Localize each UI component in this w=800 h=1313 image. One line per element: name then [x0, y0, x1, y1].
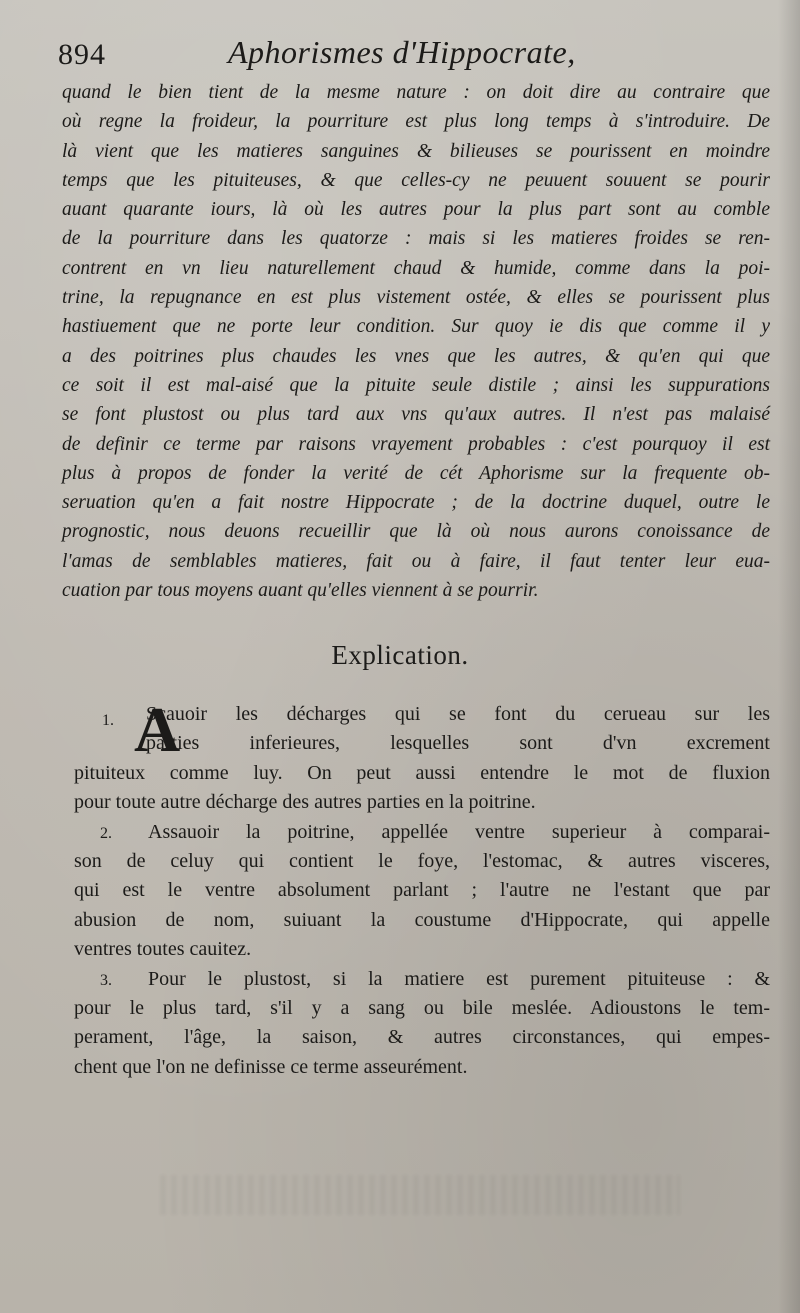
text-line: là vient que les matieres sanguines & bilieuses se pourissent en moindre	[62, 140, 770, 162]
note-1	[74, 694, 770, 818]
text-line: trine, la repugnance en est plus vistement ostée, & elles se pourissent plus	[62, 287, 770, 309]
note-line: pour le plus tard, s'il y a sang ou bile meslée. Adioustons le tem-	[74, 996, 770, 1019]
text-line: temps que les pituiteuses, & que celles-cy ne peuuent souuent se pourir	[62, 169, 770, 191]
note-number: 3.	[100, 971, 112, 989]
commentary-paragraph	[62, 78, 770, 605]
explanation-notes	[74, 694, 770, 1082]
note-3	[74, 965, 770, 1083]
page-header	[58, 34, 758, 78]
note-number: 1.	[102, 712, 114, 729]
drop-cap: A	[134, 694, 181, 765]
text-line: ce soit il est mal-aisé que la pituite seule distile ; ainsi les suppurations	[62, 374, 770, 396]
text-line: se font plustost ou plus tard aux vns qu'aux autres. Il n'est pas malaisé	[62, 404, 770, 426]
text-line: de la pourriture dans les quatorze : mais si les matieres froides se ren-	[62, 228, 770, 250]
note-text: Pour le plustost, si la matiere est purement pituiteuse : &	[148, 967, 770, 990]
note-line: son de celuy qui contient le foye, l'estomac, & autres visceres,	[74, 849, 770, 872]
note-line: abusion de nom, suiuant la coustume d'Hippocrate, qui appelle	[74, 908, 770, 931]
note-line: chent que l'on ne definisse ce terme asseurément.	[74, 1055, 468, 1078]
show-through-ink	[160, 1175, 680, 1215]
note-line	[74, 818, 770, 847]
note-line: Sçauoir les décharges qui se font du cerueau sur les	[146, 703, 770, 725]
text-line: quand le bien tient de la mesme nature : on doit dire au contraire que	[62, 82, 770, 103]
note-line: ventres toutes cauitez.	[74, 938, 252, 961]
note-line: pituiteux comme luy. On peut aussi entendre le mot de fluxion	[74, 761, 770, 784]
text-line: cuation par tous moyens auant qu'elles viennent à se pourrir.	[62, 580, 539, 602]
note-line	[74, 965, 770, 994]
note-line: qui est le ventre absolument parlant ; l'autre ne l'estant que par	[74, 879, 770, 902]
text-line: auant quarante iours, là où les autres pour la plus part sont au comble	[62, 199, 770, 221]
text-line: où regne la froideur, la pourriture est plus long temps à s'introduire. De	[62, 111, 770, 133]
note-number: 2.	[100, 824, 112, 842]
text-line: a des poitrines plus chaudes les vnes que les autres, & qu'en qui que	[62, 345, 770, 367]
text-line: hastiuement que ne porte leur condition. Sur quoy ie dis que comme il y	[62, 316, 770, 338]
text-line: contrent en vn lieu naturellement chaud & humide, comme dans la poi-	[62, 257, 770, 279]
section-title: Explication.	[331, 640, 469, 670]
note-2	[74, 818, 770, 965]
note-line: perament, l'âge, la saison, & autres circonstances, qui empes-	[74, 1026, 770, 1049]
note-text: Assauoir la poitrine, appellée ventre superieur à comparai-	[148, 820, 770, 843]
page-number: 894	[58, 38, 106, 71]
text-line: de definir ce terme par raisons vrayement probables : c'est pourquoy il est	[62, 433, 770, 455]
text-line: prognostic, nous deuons recueillir que là où nous aurons conoissance de	[62, 521, 770, 543]
note-line: parties inferieures, lesquelles sont d'vn excrement	[146, 732, 770, 755]
running-title: Aphorismes d'Hippocrate,	[228, 34, 576, 70]
text-line: l'amas de semblables matieres, fait ou à faire, il faut tenter leur eua-	[62, 550, 770, 572]
text-line: plus à propos de fonder la verité de cét Aphorisme sur la frequente ob-	[62, 462, 770, 484]
note-line: pour toute autre décharge des autres parties en la poitrine.	[74, 791, 536, 814]
text-line: seruation qu'en a fait nostre Hippocrate ; de la doctrine duquel, outre le	[62, 492, 770, 514]
